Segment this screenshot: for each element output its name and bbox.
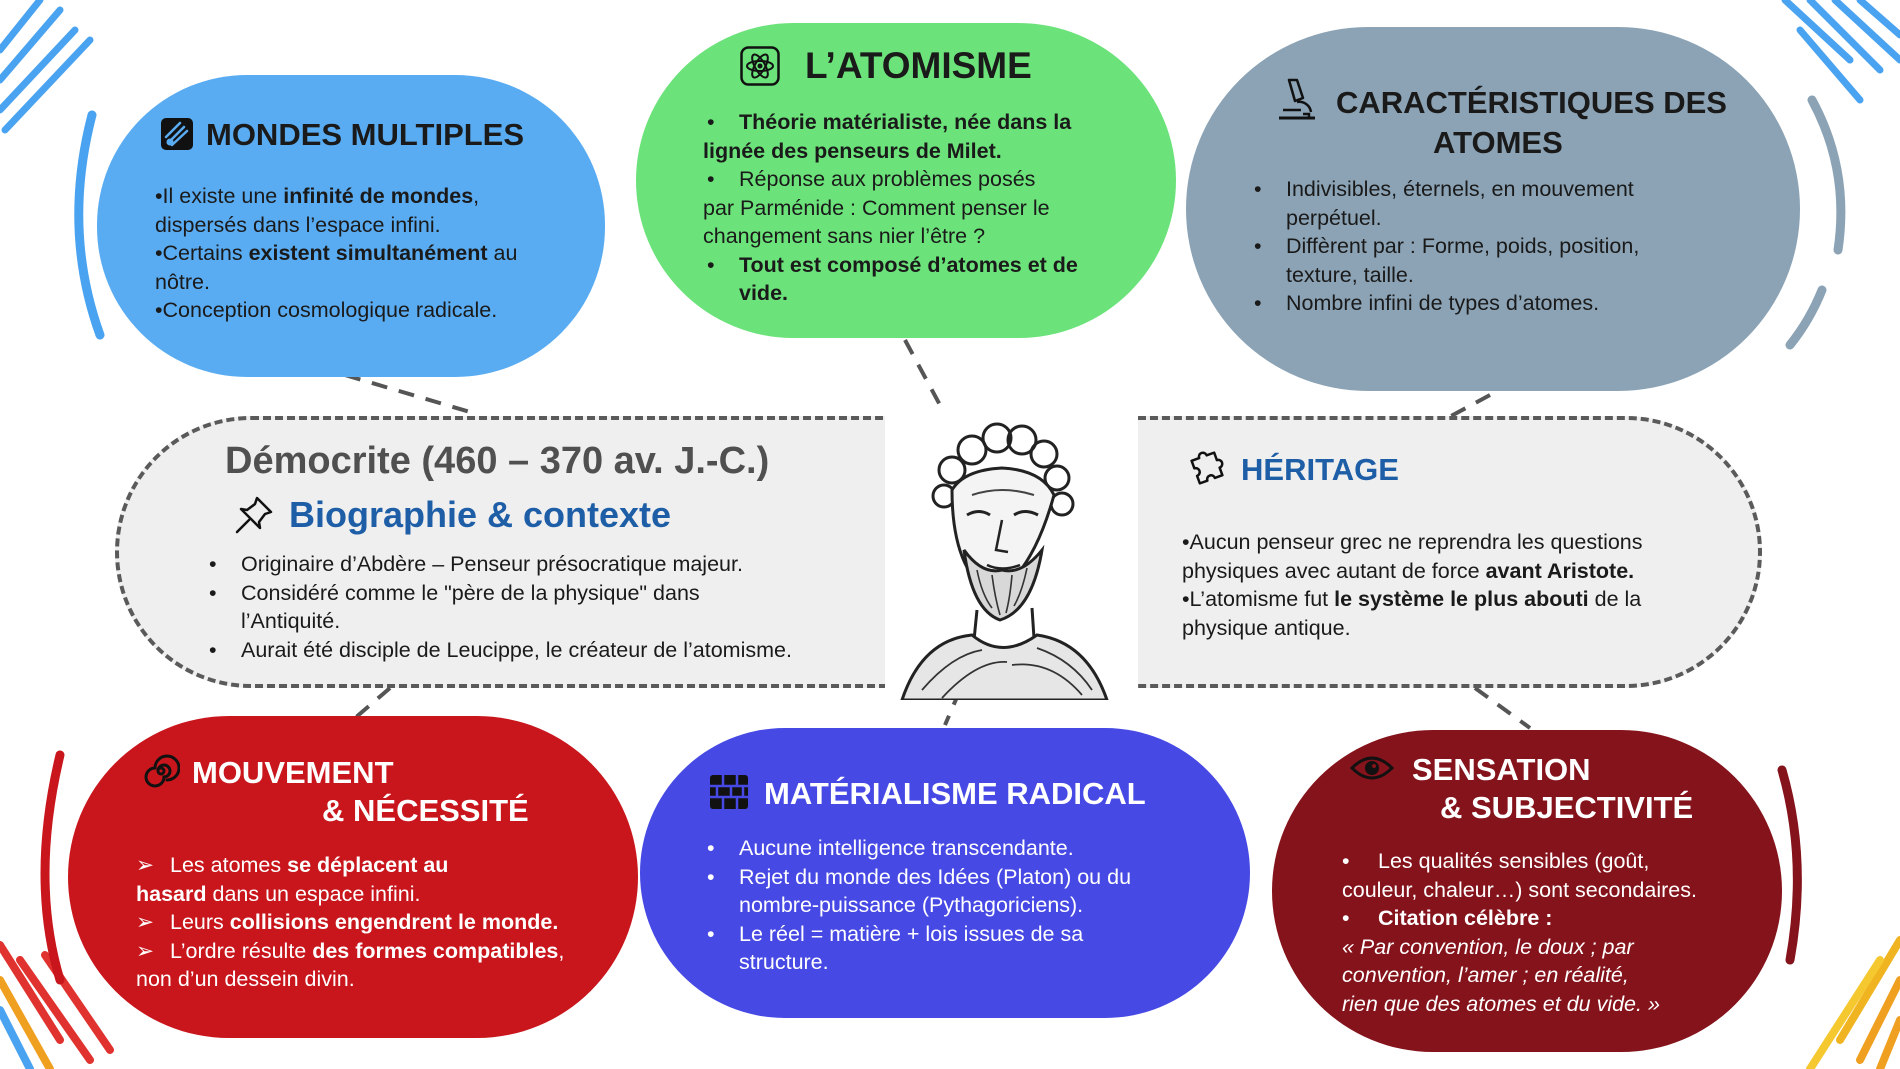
- corner-strokes-bottom-right: [1810, 940, 1900, 1069]
- pushpin-icon: [233, 494, 275, 536]
- materialisme-body: • Aucune intelligence transcendante. • Rejet du monde des Idées (Platon) ou du nombre-puissance (Pythagoriciens). • Le réel = matière + lois issues de sa structure.: [703, 834, 1203, 977]
- caracteristiques-title-2: ATOMES: [1433, 125, 1563, 160]
- spiral-icon: [142, 752, 180, 790]
- arc-caracteristiques: [1812, 100, 1841, 250]
- eye-icon: [1350, 753, 1394, 783]
- brick-wall-icon: [709, 774, 749, 810]
- bio-body: • Originaire d’Abdère – Penseur présocratique majeur. • Considéré comme le "père de la physique" dans l’Antiquité. • Aurait été disciple de Leucippe, le créateur de l’atomisme.: [205, 550, 875, 664]
- arc-caracteristiques-low: [1790, 290, 1822, 345]
- mondes-title: MONDES MULTIPLES: [206, 117, 525, 152]
- bio-subtitle: Biographie & contexte: [289, 494, 672, 535]
- comet-icon: [160, 117, 194, 151]
- corner-strokes-top-left: [0, 0, 90, 130]
- arc-mouvement: [45, 755, 60, 980]
- sensation-title-2: & SUBJECTIVITÉ: [1440, 790, 1694, 825]
- atom-icon: [740, 46, 780, 86]
- puzzle-icon: [1187, 448, 1227, 488]
- mouvement-title-1: MOUVEMENT: [192, 755, 394, 790]
- bio-name: Démocrite (460 – 370 av. J.-C.): [225, 440, 770, 482]
- materialisme-title: MATÉRIALISME RADICAL: [764, 776, 1146, 811]
- atomisme-body: • Théorie matérialiste, née dans la lignée des penseurs de Milet. • Réponse aux problèmes posés par Parménide : Comment penser le changement sans nier l’être ? • Tout est composé d’atomes et de vide.: [703, 108, 1143, 308]
- sensation-title-1: SENSATION: [1412, 752, 1591, 787]
- microscope-icon: [1273, 76, 1319, 122]
- heritage-body: •Aucun penseur grec ne reprendra les questions physiques avec autant de force avant Aristote. •L’atomisme fut le système le plus abouti de la physique antique.: [1182, 530, 1643, 640]
- mouvement-title-2: & NÉCESSITÉ: [322, 793, 529, 828]
- heritage-title: HÉRITAGE: [1241, 452, 1399, 487]
- democritus-bust-icon: [882, 410, 1122, 700]
- atomisme-title: L’ATOMISME: [805, 45, 1032, 86]
- sensation-body: • Les qualités sensibles (goût, couleur, chaleur…) sont secondaires. • Citation célèbre : « Par convention, le doux ; par convention, l’amer ; en réalité, rien que des atomes et du vide. »: [1342, 847, 1762, 1018]
- arc-sensation: [1782, 770, 1797, 960]
- mouvement-body: ➢ Les atomes se déplacent au hasard dans un espace infini. ➢ Leurs collisions engendrent le monde. ➢ L’ordre résulte des formes compatibles, non d’un dessein divin.: [136, 853, 565, 991]
- caracteristiques-title-1: CARACTÉRISTIQUES DES: [1336, 85, 1727, 120]
- corner-strokes-top-right: [1785, 0, 1900, 100]
- mondes-body: •Il existe une infinité de mondes, dispersés dans l’espace infini. •Certains existent simultanément au nôtre. •Conception cosmologique radicale.: [155, 184, 518, 322]
- caracteristiques-body: • Indivisibles, éternels, en mouvement perpétuel. • Diffèrent par : Forme, poids, position, texture, taille. • Nombre infini de types d’atomes.: [1250, 175, 1750, 318]
